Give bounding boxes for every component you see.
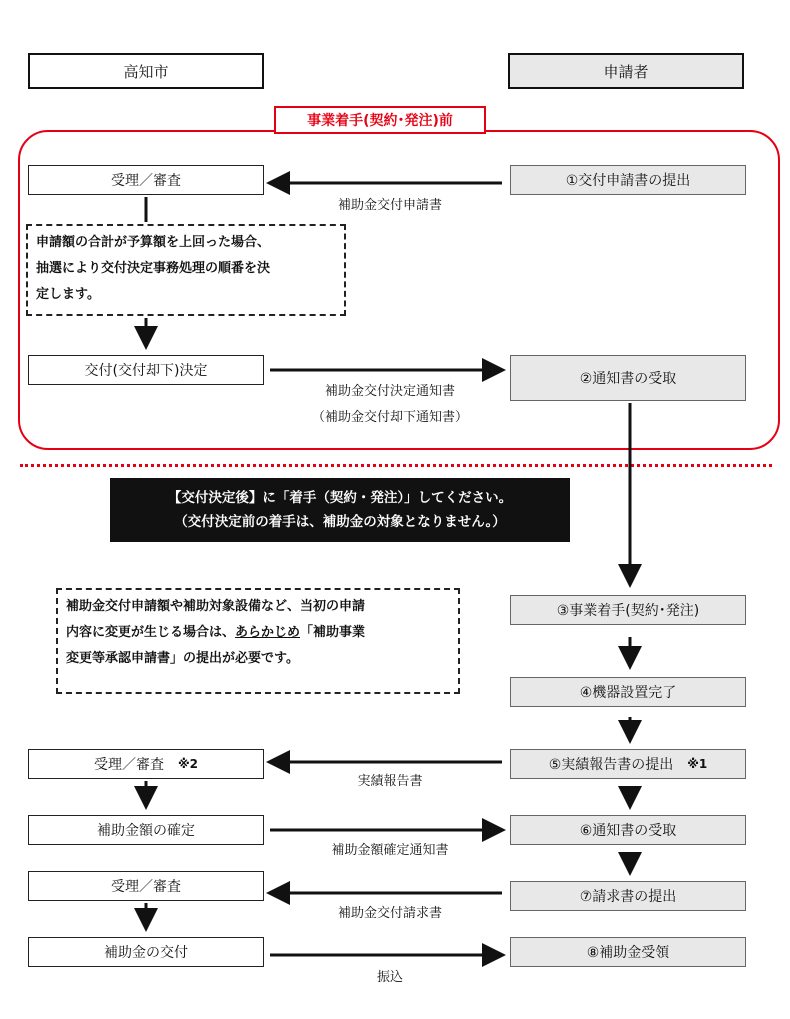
review-box-1: 受理／審査: [28, 165, 264, 195]
label-report: 実績報告書: [357, 774, 423, 789]
banner-line-1: 【交付決定後】に「着手（契約・発注）」してください。: [167, 490, 513, 506]
pre-contract-phase-label: 事業着手(契約･発注)前: [274, 106, 486, 134]
label-claim: 補助金交付請求書: [337, 906, 442, 921]
city-header: 高知市: [28, 53, 264, 89]
label-decision-notice: 補助金交付決定通知書: [324, 384, 455, 399]
amount-confirm-box: 補助金額の確定: [28, 815, 264, 845]
change-note-underlined: あらかじめ: [235, 625, 301, 640]
label-transfer: 振込: [376, 970, 403, 985]
label-confirm-notice: 補助金額確定通知書: [331, 843, 449, 858]
step-8-box: ⑧補助金受領: [510, 937, 746, 967]
banner-line-2: （交付決定前の着手は、補助金の対象となりません。）: [174, 514, 506, 530]
review-box-3: 受理／審査: [28, 871, 264, 901]
review-box-2-label: 受理／審査: [93, 757, 164, 773]
step-5-label: ⑤実績報告書の提出: [548, 757, 674, 773]
change-note-line-2-post: 「補助事業: [300, 625, 366, 640]
lottery-note-line-1: 申請額の合計が予算額を上回った場合、: [36, 235, 271, 250]
change-note-line-1: 補助金交付申請額や補助対象設備など、当初の申請: [66, 599, 366, 614]
step-6-box: ⑥通知書の受取: [510, 815, 746, 845]
step-7-box: ⑦請求書の提出: [510, 881, 746, 911]
note-mark-1: ※1: [687, 757, 708, 771]
label-application: 補助金交付申請書: [337, 198, 442, 213]
change-note-line-3: 変更等承認申請書」の提出が必要です。: [66, 651, 299, 666]
lottery-note-line-3: 定します。: [36, 287, 100, 302]
payment-box: 補助金の交付: [28, 937, 264, 967]
label-rejection-notice: （補助金交付却下通知書）: [311, 410, 468, 425]
lottery-note-line-2: 抽選により交付決定事務処理の順番を決: [36, 261, 271, 276]
step-1-box: ①交付申請書の提出: [510, 165, 746, 195]
note-mark-2: ※2: [177, 757, 198, 771]
applicant-header: 申請者: [508, 53, 744, 89]
change-note-line-2-pre: 内容に変更が生じる場合は、: [66, 625, 236, 640]
step-4-box: ④機器設置完了: [510, 677, 746, 707]
step-3-box: ③事業着手(契約･発注): [510, 595, 746, 625]
decision-box: 交付(交付却下)決定: [28, 355, 264, 385]
step-2-box: ②通知書の受取: [510, 355, 746, 401]
